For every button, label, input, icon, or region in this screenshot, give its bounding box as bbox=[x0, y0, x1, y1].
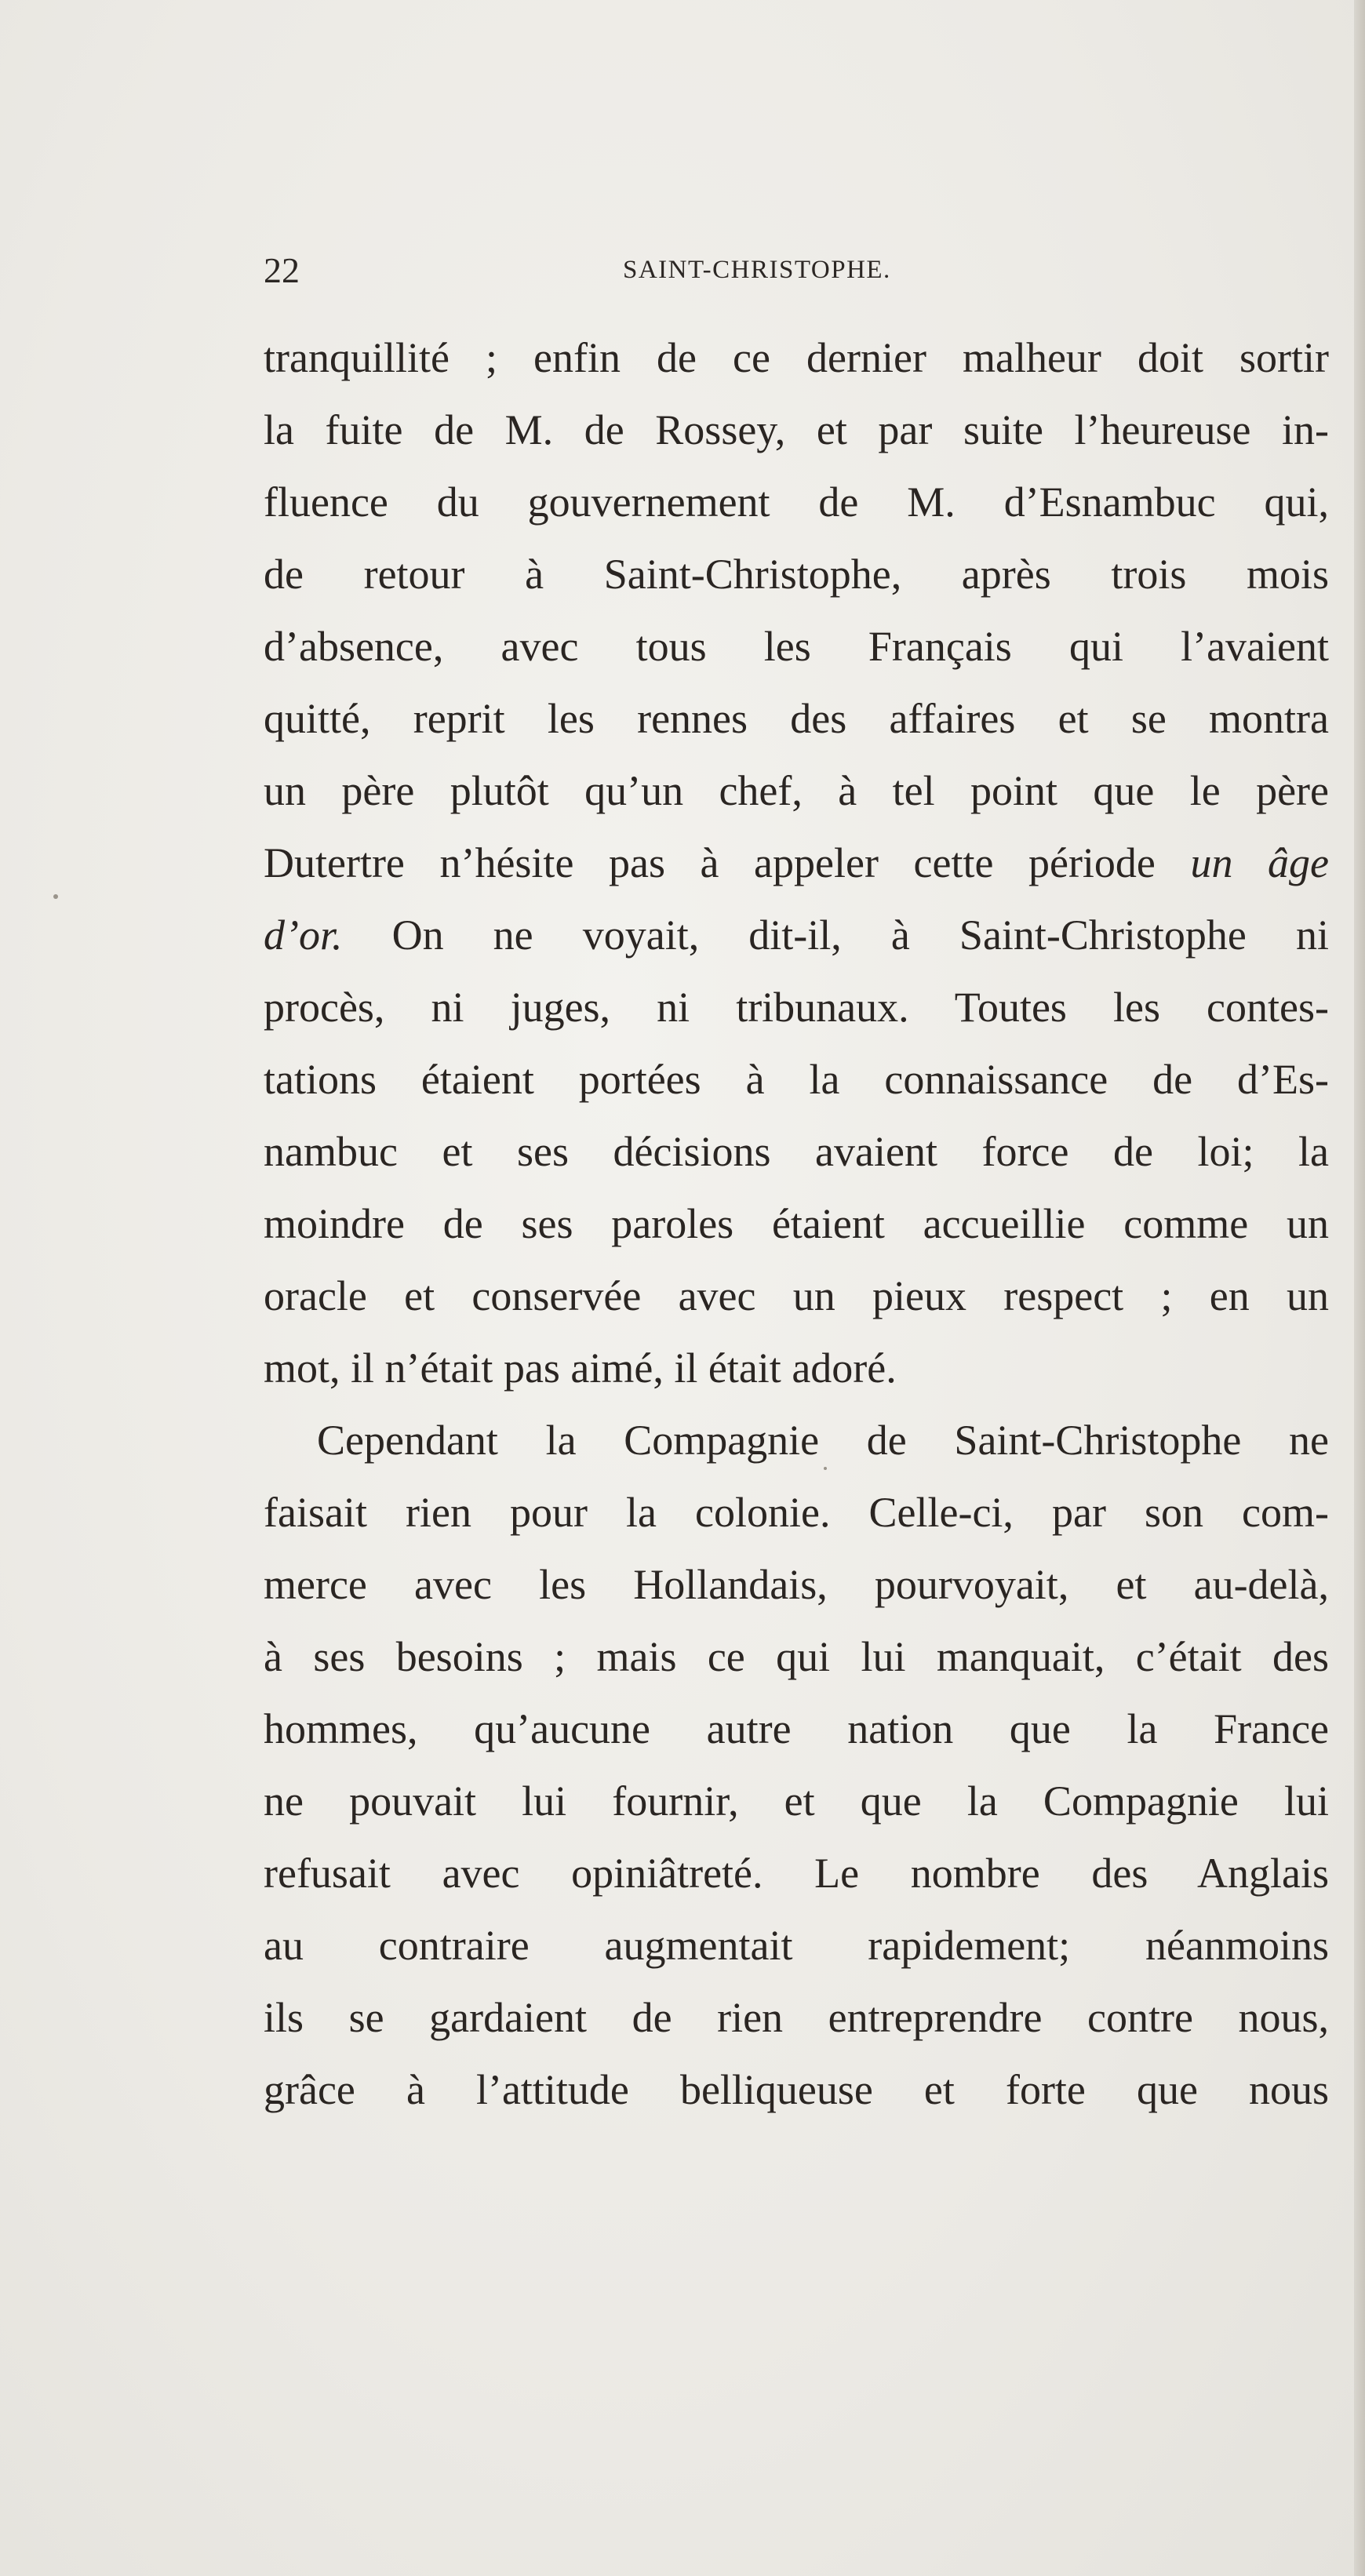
body-text bbox=[264, 322, 1329, 2126]
text-line: moindre de ses paroles étaient accueillie comme un bbox=[264, 1200, 1329, 1247]
text-line: hommes, qu’aucune autre nation que la France bbox=[264, 1705, 1329, 1752]
paper-speck bbox=[53, 894, 58, 899]
text-line: grâce à l’attitude belliqueuse et forte que nous bbox=[264, 2066, 1329, 2113]
text-line: la fuite de M. de Rossey, et par suite l’heureuse in- bbox=[264, 406, 1329, 453]
text-line: tations étaient portées à la connaissance de d’Es- bbox=[264, 1056, 1329, 1103]
text-line: ne pouvait lui fournir, et que la Compagnie lui bbox=[264, 1777, 1329, 1825]
text-line: merce avec les Hollandais, pourvoyait, et au-delà, bbox=[264, 1561, 1329, 1608]
text-line: oracle et conservée avec un pieux respect ; en un bbox=[264, 1272, 1329, 1319]
running-head bbox=[264, 249, 1293, 297]
text-line: quitté, reprit les rennes des affaires et se montra bbox=[264, 695, 1329, 742]
running-title: SAINT-CHRISTOPHE. bbox=[623, 256, 891, 284]
text-line: nambuc et ses décisions avaient force de loi; la bbox=[264, 1128, 1329, 1175]
text-line: à ses besoins ; mais ce qui lui manquait, c’était des bbox=[264, 1633, 1329, 1680]
text-line: un père plutôt qu’un chef, à tel point que le père bbox=[264, 767, 1329, 814]
italic-phrase: un âge bbox=[1190, 839, 1330, 886]
text-line: fluence du gouvernement de M. d’Esnambuc qui, bbox=[264, 478, 1329, 526]
text-line: Dutertre n’hésite pas à appeler cette période un âge bbox=[264, 839, 1330, 886]
text-line: Cependant la Compagnie de Saint-Christophe ne bbox=[317, 1417, 1329, 1464]
text-line: d’absence, avec tous les Français qui l’avaient bbox=[264, 623, 1329, 670]
text-line: au contraire augmentait rapidement; néanmoins bbox=[264, 1922, 1329, 1969]
page-number: 22 bbox=[264, 250, 300, 290]
text-line: mot, il n’était pas aimé, il était adoré. bbox=[264, 1344, 897, 1392]
text-line: ils se gardaient de rien entreprendre contre nous, bbox=[264, 1994, 1329, 2041]
text-line: d’or. On ne voyait, dit-il, à Saint-Christophe ni bbox=[264, 911, 1329, 959]
page-edge bbox=[1354, 0, 1365, 2576]
text-line: procès, ni juges, ni tribunaux. Toutes les contes- bbox=[264, 984, 1329, 1031]
text-line: tranquillité ; enfin de ce dernier malheur doit sortir bbox=[264, 334, 1329, 381]
italic-phrase: d’or. bbox=[264, 911, 343, 959]
text-line: faisait rien pour la colonie. Celle-ci, par son com- bbox=[264, 1489, 1329, 1536]
text-line: refusait avec opiniâtreté. Le nombre des Anglais bbox=[264, 1850, 1329, 1897]
text-line: de retour à Saint-Christophe, après trois mois bbox=[264, 551, 1329, 598]
